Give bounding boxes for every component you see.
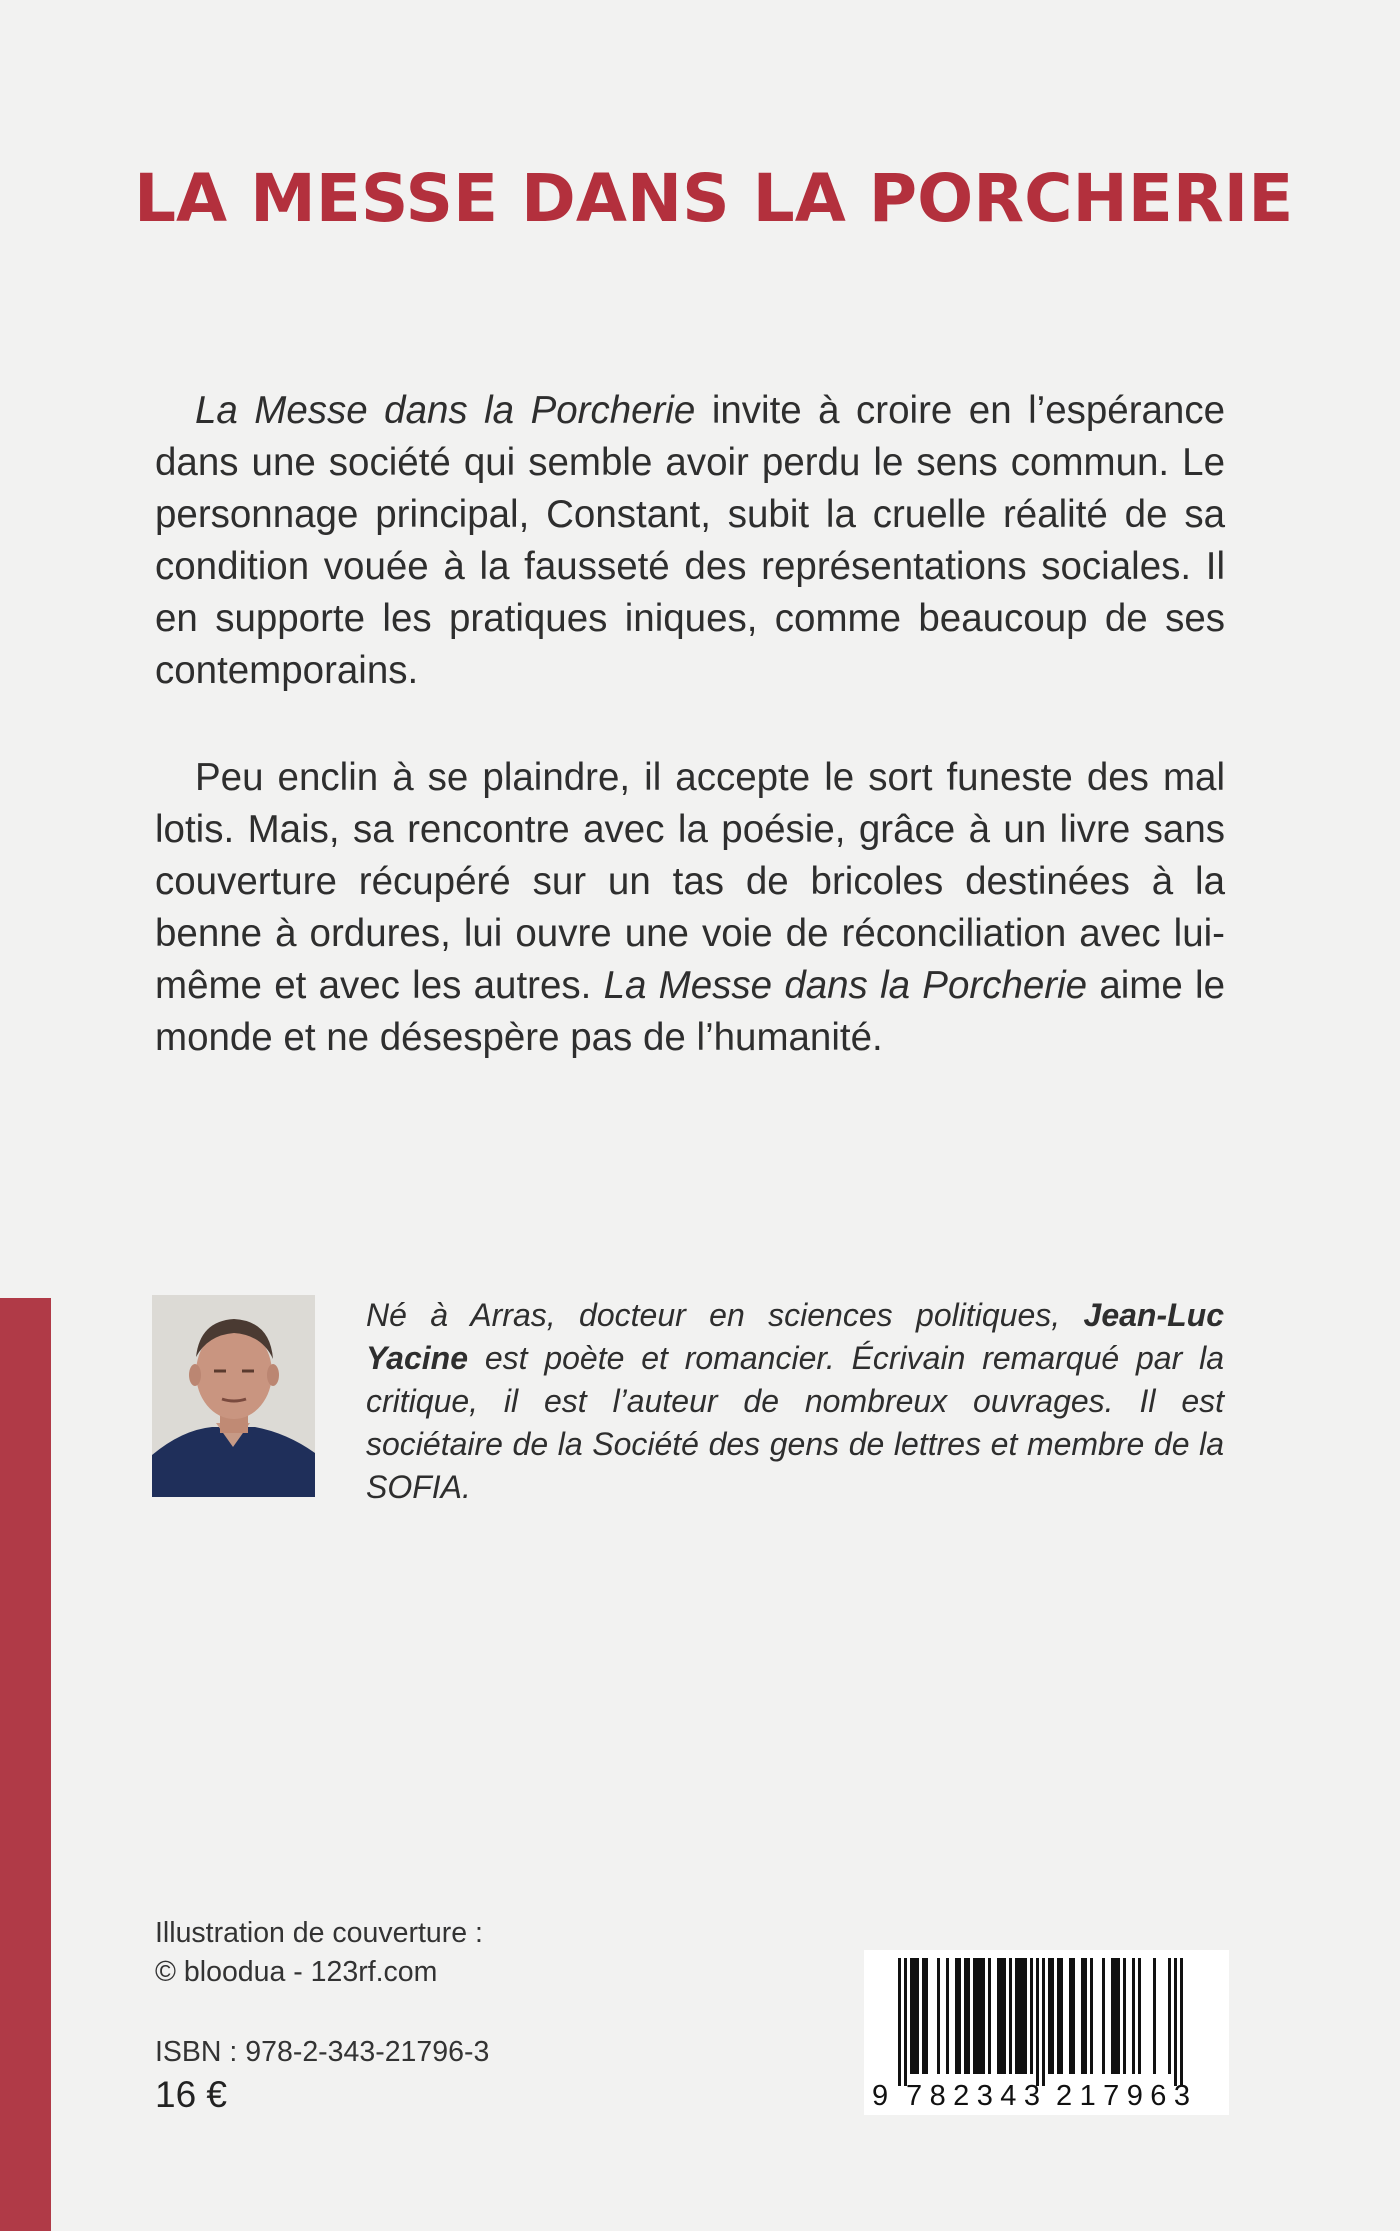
barcode-bar	[976, 1958, 979, 2074]
barcode-first-digit: 9	[872, 2080, 889, 2112]
barcode-bar	[1051, 1958, 1054, 2074]
barcode-bar	[1072, 1958, 1075, 2074]
barcode-bar	[1114, 1958, 1117, 2074]
barcode-bar	[916, 1958, 919, 2074]
blurb-italic-title: La Messe dans la Porcherie	[195, 389, 696, 432]
bio-text-after: est poète et romancier. Écrivain remarqué par la critique, il est l’auteur de nombreux ouvrages. Il est sociétaire de la Société des gens de lettres et membre de la SOFIA.	[366, 1340, 1224, 1505]
barcode-bar	[922, 1958, 925, 2074]
isbn-number: ISBN : 978-2-343-21796-3	[155, 2036, 490, 2068]
barcode-bar	[937, 1958, 940, 2074]
author-biography	[366, 1294, 1224, 1509]
barcode-bar	[988, 1958, 991, 2074]
barcode-bar	[946, 1958, 949, 2074]
barcode-bar	[1180, 1958, 1183, 2086]
barcode-bar	[1069, 1958, 1072, 2074]
barcode-bar	[973, 1958, 976, 2074]
barcode-bar	[1153, 1958, 1156, 2074]
barcode-graphic	[864, 1950, 1229, 2115]
blurb-paragraph-2	[155, 752, 1225, 1064]
barcode-bar	[913, 1958, 916, 2074]
barcode-bar	[1021, 1958, 1024, 2074]
author-photo	[152, 1295, 315, 1497]
barcode-bar	[1060, 1958, 1063, 2074]
barcode-bar	[1015, 1958, 1018, 2074]
barcode-bar	[925, 1958, 928, 2074]
blurb-text-end: aime le monde et ne désespère pas de l’humanité.	[155, 964, 1225, 1059]
barcode-bar	[1036, 1958, 1039, 2086]
barcode-bar	[1174, 1958, 1177, 2086]
barcode-bar	[1117, 1958, 1120, 2074]
barcode-bar	[955, 1958, 958, 2074]
book-title: LA MESSE DANS LA PORCHERIE	[134, 160, 1294, 237]
barcode-bar	[1090, 1958, 1093, 2074]
barcode-bar	[1024, 1958, 1027, 2074]
blurb-paragraph-1	[155, 385, 1225, 697]
barcode-bar	[1123, 1958, 1126, 2074]
barcode-bar	[1102, 1958, 1105, 2074]
barcode-bar	[979, 1958, 982, 2074]
barcode-bar	[1018, 1958, 1021, 2074]
barcode-right-digits: 217963	[1056, 2080, 1190, 2112]
barcode-bar	[967, 1958, 970, 2074]
barcode-bar	[1048, 1958, 1051, 2074]
barcode-bar	[1081, 1958, 1084, 2074]
decorative-side-bar	[0, 1298, 51, 2231]
barcode-bar	[898, 1958, 901, 2086]
barcode-bar	[1057, 1958, 1060, 2074]
barcode-left-digits: 782343	[906, 2080, 1040, 2112]
barcode-bar	[1168, 1958, 1171, 2074]
barcode-bar	[1003, 1958, 1006, 2074]
blurb-italic-title: La Messe dans la Porcherie	[603, 964, 1088, 1007]
bio-text-before: Né à Arras, docteur en sciences politiques,	[366, 1297, 1084, 1333]
barcode-bar	[1000, 1958, 1003, 2074]
price: 16 €	[155, 2074, 228, 2115]
blurb-text: invite à croire en l’espérance dans une société qui semble avoir perdu le sens commun. Le personnage principal, Constant, subit la cruelle réalité de sa condition vouée à la fausseté des représentations sociales. Il en supporte les pratiques iniques, comme beaucoup de ses contemporains.	[155, 389, 1225, 692]
barcode-bar	[1138, 1958, 1141, 2074]
barcode-bar	[997, 1958, 1000, 2074]
illustration-credit-value: © bloodua - 123rf.com	[155, 1956, 438, 1988]
illustration-credit-label: Illustration de couverture :	[155, 1917, 483, 1949]
barcode-bar	[904, 1958, 907, 2086]
barcode-bar	[910, 1958, 913, 2074]
barcode-bar	[958, 1958, 961, 2074]
barcode-bar	[1084, 1958, 1087, 2074]
blurb-text: Peu enclin à se plaindre, il accepte le sort funeste des mal lotis. Mais, sa rencontre avec la poésie, grâce à un livre sans couverture récupéré sur un tas de bricoles destinées à la benne à ordures, lui ouvre une voie de réconciliation avec lui-même et avec les autres.	[155, 756, 1225, 1007]
barcode	[864, 1950, 1229, 2115]
barcode-bar	[1132, 1958, 1135, 2074]
barcode-bar	[1030, 1958, 1033, 2074]
barcode-bar	[1111, 1958, 1114, 2074]
author-name: Jean-Luc Yacine	[366, 1297, 1224, 1376]
barcode-bar	[1042, 1958, 1045, 2086]
barcode-bar	[964, 1958, 967, 2074]
barcode-bar	[982, 1958, 985, 2074]
barcode-bar	[1009, 1958, 1012, 2074]
